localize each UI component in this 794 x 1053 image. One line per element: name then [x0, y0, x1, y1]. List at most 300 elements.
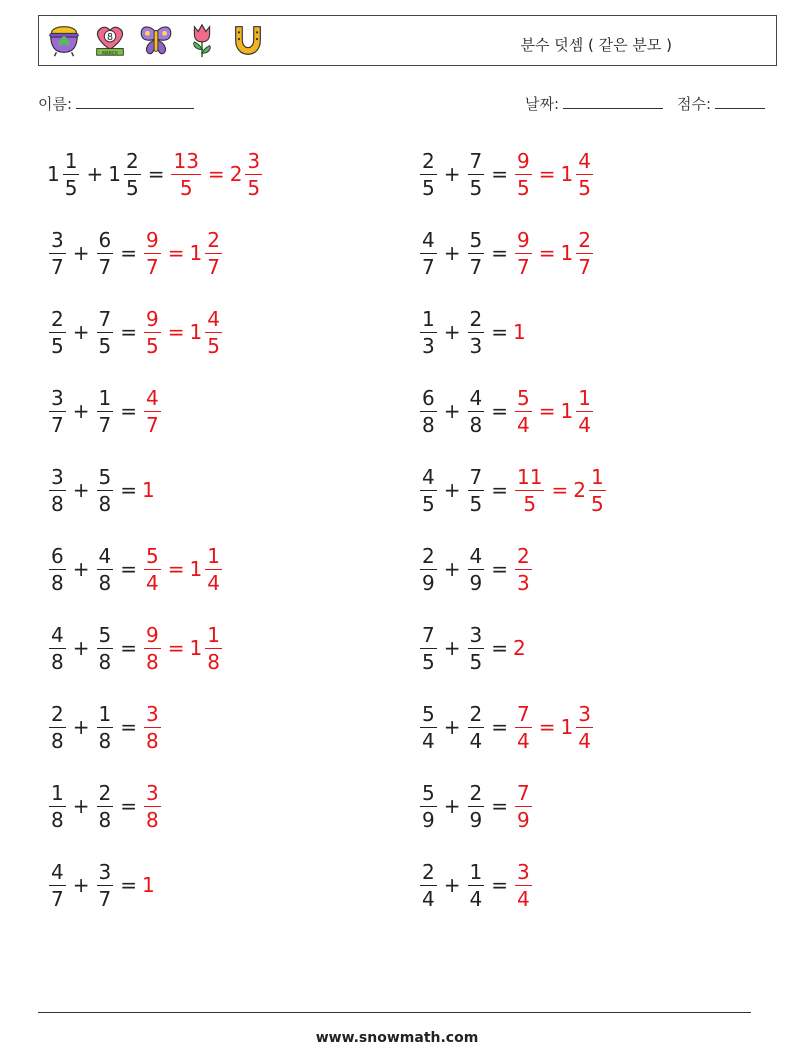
numerator: 11: [517, 464, 543, 489]
fraction: [205, 306, 222, 358]
answer-whole-part: 1: [189, 320, 203, 344]
mixed-number-answer: [560, 385, 595, 437]
mixed-number-answer: [229, 148, 264, 200]
name-label: 이름:: [38, 95, 73, 113]
problem-item: [418, 144, 595, 204]
fraction: [205, 227, 222, 279]
mixed-number-answer: [560, 701, 595, 753]
problem-item: [47, 618, 224, 678]
denominator: 5: [469, 649, 483, 674]
butterfly-icon: [137, 21, 175, 59]
fraction: [420, 148, 437, 200]
problem-item: [418, 776, 534, 836]
equals-sign: =: [538, 162, 556, 186]
fraction: [420, 622, 437, 674]
numerator: 7: [469, 464, 483, 489]
fraction: [205, 543, 222, 595]
answer-whole-part: 2: [573, 478, 586, 502]
fraction: [144, 701, 161, 753]
numerator: 4: [51, 622, 64, 647]
fraction: [420, 859, 437, 911]
equals-sign: =: [491, 162, 508, 186]
numerator: 9: [146, 227, 159, 252]
denominator: 7: [98, 886, 112, 911]
plus-sign: +: [443, 399, 461, 423]
footer-url: www.snowmath.com: [315, 1030, 479, 1046]
plus-sign: +: [443, 794, 461, 818]
denominator: 9: [517, 807, 530, 832]
plus-sign: +: [72, 794, 90, 818]
numerator: 13: [173, 148, 199, 173]
denominator: 4: [469, 728, 483, 753]
problem-item: [418, 618, 526, 678]
fraction: [468, 780, 485, 832]
fraction: [515, 148, 532, 200]
fraction: [144, 543, 161, 595]
numerator: 1: [207, 622, 220, 647]
equals-sign: =: [120, 241, 137, 265]
answer-whole-part: 1: [560, 399, 574, 423]
numerator: 1: [51, 780, 64, 805]
plus-sign: +: [72, 557, 90, 581]
denominator: 4: [517, 412, 530, 437]
denominator: 5: [422, 491, 435, 516]
fraction: [144, 385, 161, 437]
equals-sign: =: [120, 320, 137, 344]
heart-march-8-icon: [91, 21, 129, 59]
numerator: 5: [146, 543, 159, 568]
plus-sign: +: [72, 636, 90, 660]
denominator: 8: [51, 807, 64, 832]
denominator: 8: [207, 649, 220, 674]
denominator: 7: [98, 412, 112, 437]
equals-sign: =: [538, 715, 556, 739]
numerator: 6: [422, 385, 435, 410]
numerator: 1: [98, 385, 112, 410]
numerator: 4: [422, 227, 435, 252]
denominator: 7: [207, 254, 220, 279]
problem-item: [418, 223, 595, 283]
whole-number: 1: [47, 162, 60, 186]
fraction: [49, 385, 66, 437]
heart-number: 8: [106, 32, 114, 43]
fraction: [468, 227, 485, 279]
fraction: [49, 306, 66, 358]
denominator: 3: [469, 333, 483, 358]
denominator: 4: [469, 886, 483, 911]
date-blank[interactable]: [563, 94, 663, 109]
equals-sign: =: [538, 241, 556, 265]
denominator: 4: [517, 728, 530, 753]
numerator: 2: [207, 227, 220, 252]
numerator: 7: [469, 148, 483, 173]
fraction: [420, 464, 437, 516]
fraction: [49, 859, 66, 911]
denominator: 7: [98, 254, 112, 279]
equals-sign: =: [147, 162, 165, 186]
denominator: 5: [207, 333, 220, 358]
denominator: 8: [51, 570, 64, 595]
fraction: [576, 227, 593, 279]
denominator: 4: [422, 886, 435, 911]
fraction: [171, 148, 200, 200]
numerator: 3: [469, 622, 483, 647]
equals-sign: =: [491, 478, 508, 502]
equals-sign: =: [120, 873, 137, 897]
problem-item: [418, 855, 534, 915]
numerator: 2: [51, 701, 64, 726]
problem-item: [47, 381, 163, 441]
numerator: 9: [517, 148, 530, 173]
fraction: [97, 859, 114, 911]
plus-sign: +: [72, 320, 90, 344]
denominator: 9: [422, 807, 435, 832]
fraction: [468, 306, 485, 358]
fraction: [420, 385, 437, 437]
fraction: [49, 543, 66, 595]
numerator: 1: [207, 543, 220, 568]
numerator: 2: [422, 859, 435, 884]
numerator: 3: [51, 464, 64, 489]
denominator: 5: [517, 175, 530, 200]
plus-sign: +: [443, 873, 461, 897]
denominator: 5: [51, 333, 64, 358]
fraction: [515, 227, 532, 279]
problem-item: [418, 460, 608, 520]
numerator: 3: [98, 859, 112, 884]
denominator: 5: [125, 175, 139, 200]
denominator: 8: [51, 728, 64, 753]
numerator: 3: [146, 701, 159, 726]
denominator: 8: [146, 649, 159, 674]
denominator: 5: [64, 175, 78, 200]
fraction: [420, 543, 437, 595]
fraction: [97, 306, 114, 358]
numerator: 4: [469, 385, 483, 410]
numerator: 5: [469, 227, 483, 252]
numerator: 2: [422, 148, 435, 173]
denominator: 4: [517, 886, 530, 911]
equals-sign: =: [120, 636, 137, 660]
mixed-number-answer: [189, 227, 224, 279]
denominator: 8: [422, 412, 435, 437]
fraction: [420, 701, 437, 753]
numerator: 7: [517, 780, 530, 805]
numerator: 1: [64, 148, 78, 173]
problem-item: [47, 223, 224, 283]
problem-item: [47, 302, 224, 362]
denominator: 5: [422, 175, 435, 200]
fraction: [515, 464, 544, 516]
plus-sign: +: [86, 162, 104, 186]
equals-sign: =: [491, 557, 508, 581]
fraction: [63, 148, 80, 200]
numerator: 7: [98, 306, 112, 331]
equals-sign: =: [491, 320, 508, 344]
equals-sign: =: [491, 873, 508, 897]
fraction: [468, 622, 485, 674]
fraction: [576, 385, 593, 437]
fraction: [420, 306, 437, 358]
mixed-number-answer: [189, 622, 224, 674]
numerator: 7: [422, 622, 435, 647]
numerator: 2: [469, 780, 483, 805]
denominator: 7: [146, 412, 159, 437]
numerator: 4: [207, 306, 220, 331]
denominator: 9: [469, 570, 483, 595]
numerator: 3: [51, 227, 64, 252]
numerator: 7: [517, 701, 530, 726]
numerator: 2: [517, 543, 530, 568]
answer-whole-part: 1: [189, 241, 203, 265]
numerator: 3: [51, 385, 64, 410]
numerator: 9: [146, 622, 159, 647]
fraction: [97, 780, 114, 832]
denominator: 5: [98, 333, 112, 358]
denominator: 4: [578, 728, 591, 753]
denominator: 8: [98, 491, 112, 516]
numerator: 2: [578, 227, 591, 252]
denominator: 8: [98, 807, 112, 832]
numerator: 3: [146, 780, 159, 805]
pot-of-gold-icon: [45, 21, 83, 59]
problem-item: [418, 539, 534, 599]
answer-whole: 2: [513, 636, 526, 660]
worksheet-header: [38, 15, 777, 66]
equals-sign: =: [491, 794, 508, 818]
fraction: [468, 148, 485, 200]
name-field: [38, 93, 194, 114]
denominator: 4: [146, 570, 159, 595]
denominator: 8: [469, 412, 483, 437]
mixed-number-answer: [573, 464, 607, 516]
score-field: [677, 93, 765, 114]
numerator: 4: [422, 464, 435, 489]
problem-item: [418, 302, 526, 362]
plus-sign: +: [443, 557, 461, 581]
denominator: 8: [146, 807, 159, 832]
fraction: [515, 780, 532, 832]
denominator: 9: [422, 570, 435, 595]
plus-sign: +: [72, 241, 90, 265]
fraction: [97, 543, 114, 595]
fraction: [144, 227, 161, 279]
denominator: 7: [51, 412, 64, 437]
numerator: 2: [125, 148, 139, 173]
denominator: 8: [98, 728, 112, 753]
footer-divider: [38, 1012, 751, 1013]
denominator: 5: [146, 333, 159, 358]
fraction: [97, 385, 114, 437]
denominator: 5: [422, 649, 435, 674]
denominator: 3: [422, 333, 435, 358]
denominator: 5: [469, 175, 483, 200]
equals-sign: =: [120, 399, 137, 423]
plus-sign: +: [443, 320, 461, 344]
numerator: 5: [98, 464, 112, 489]
equals-sign: =: [207, 162, 225, 186]
numerator: 5: [422, 701, 435, 726]
plus-sign: +: [443, 636, 461, 660]
fraction: [144, 622, 161, 674]
plus-sign: +: [72, 478, 90, 502]
numerator: 4: [469, 543, 483, 568]
tulip-icon: [183, 21, 221, 59]
denominator: 7: [51, 886, 64, 911]
fraction: [144, 306, 161, 358]
fraction: [49, 464, 66, 516]
numerator: 4: [51, 859, 64, 884]
date-label: 날짜:: [525, 95, 560, 113]
fraction: [420, 227, 437, 279]
denominator: 7: [578, 254, 591, 279]
fraction: [468, 859, 485, 911]
numerator: 1: [422, 306, 435, 331]
fraction: [515, 701, 532, 753]
fraction: [49, 701, 66, 753]
numerator: 2: [422, 543, 435, 568]
numerator: 1: [98, 701, 112, 726]
numerator: 4: [146, 385, 159, 410]
plus-sign: +: [72, 399, 90, 423]
denominator: 4: [207, 570, 220, 595]
fraction: [468, 385, 485, 437]
fraction: [97, 464, 114, 516]
fraction: [576, 701, 593, 753]
numerator: 2: [469, 306, 483, 331]
header-icons: [45, 21, 267, 59]
fraction: [245, 148, 262, 200]
denominator: 5: [469, 491, 483, 516]
whole-number: 1: [108, 162, 121, 186]
fraction: [468, 464, 485, 516]
numerator: 6: [98, 227, 112, 252]
equals-sign: =: [120, 715, 137, 739]
numerator: 2: [51, 306, 64, 331]
answer-whole: 1: [142, 478, 155, 502]
denominator: 5: [578, 175, 591, 200]
answer-whole-part: 1: [560, 715, 574, 739]
equals-sign: =: [491, 241, 508, 265]
problem-item: [47, 539, 224, 599]
denominator: 7: [146, 254, 159, 279]
equals-sign: =: [120, 478, 137, 502]
denominator: 7: [469, 254, 483, 279]
numerator: 9: [146, 306, 159, 331]
fraction: [124, 148, 141, 200]
problem-item: [47, 697, 163, 757]
name-blank[interactable]: [76, 94, 194, 109]
answer-whole-part: 1: [560, 162, 574, 186]
numerator: 6: [51, 543, 64, 568]
numerator: 1: [590, 464, 604, 489]
fraction: [97, 227, 114, 279]
denominator: 5: [590, 491, 604, 516]
mixed-number-answer: [560, 227, 595, 279]
numerator: 5: [517, 385, 530, 410]
score-blank[interactable]: [715, 94, 765, 109]
numerator: 5: [422, 780, 435, 805]
answer-whole-part: 1: [560, 241, 574, 265]
problem-item: [47, 855, 155, 915]
numerator: 2: [469, 701, 483, 726]
fraction: [420, 780, 437, 832]
numerator: 4: [98, 543, 112, 568]
denominator: 7: [422, 254, 435, 279]
fraction: [49, 227, 66, 279]
numerator: 9: [517, 227, 530, 252]
equals-sign: =: [491, 399, 508, 423]
date-field: [525, 93, 663, 114]
denominator: 8: [98, 570, 112, 595]
fraction: [468, 701, 485, 753]
denominator: 5: [247, 175, 261, 200]
denominator: 7: [51, 254, 64, 279]
plus-sign: +: [72, 715, 90, 739]
fraction: [468, 543, 485, 595]
denominator: 3: [517, 570, 530, 595]
fraction: [576, 148, 593, 200]
answer-whole: 1: [513, 320, 526, 344]
mixed-number-answer: [560, 148, 595, 200]
denominator: 4: [578, 412, 591, 437]
fraction: [515, 385, 532, 437]
numerator: 3: [578, 701, 591, 726]
answer-whole-part: 2: [229, 162, 243, 186]
heart-banner-text: MARCH: [102, 51, 118, 57]
fraction: [205, 622, 222, 674]
equals-sign: =: [120, 794, 137, 818]
equals-sign: =: [167, 636, 185, 660]
equals-sign: =: [491, 715, 508, 739]
numerator: 1: [469, 859, 483, 884]
numerator: 3: [247, 148, 261, 173]
denominator: 4: [422, 728, 435, 753]
denominator: 5: [523, 491, 537, 516]
equals-sign: =: [491, 636, 508, 660]
fraction: [589, 464, 606, 516]
mixed-number-answer: [189, 306, 224, 358]
denominator: 8: [51, 649, 64, 674]
fraction: [515, 859, 532, 911]
denominator: 5: [179, 175, 193, 200]
answer-whole: 1: [142, 873, 155, 897]
plus-sign: +: [443, 715, 461, 739]
fraction: [515, 543, 532, 595]
equals-sign: =: [167, 241, 185, 265]
denominator: 9: [469, 807, 483, 832]
fraction: [97, 622, 114, 674]
numerator: 4: [578, 148, 591, 173]
numerator: 5: [98, 622, 112, 647]
equals-sign: =: [167, 320, 185, 344]
denominator: 8: [98, 649, 112, 674]
problem-item: [47, 144, 264, 204]
plus-sign: +: [443, 241, 461, 265]
denominator: 8: [146, 728, 159, 753]
problem-item: [418, 697, 595, 757]
equals-sign: =: [167, 557, 185, 581]
fraction: [97, 701, 114, 753]
plus-sign: +: [72, 873, 90, 897]
answer-whole-part: 1: [189, 636, 203, 660]
denominator: 8: [51, 491, 64, 516]
fraction: [144, 780, 161, 832]
horseshoe-icon: [229, 21, 267, 59]
equals-sign: =: [551, 478, 569, 502]
denominator: 7: [517, 254, 530, 279]
numerator: 1: [578, 385, 591, 410]
